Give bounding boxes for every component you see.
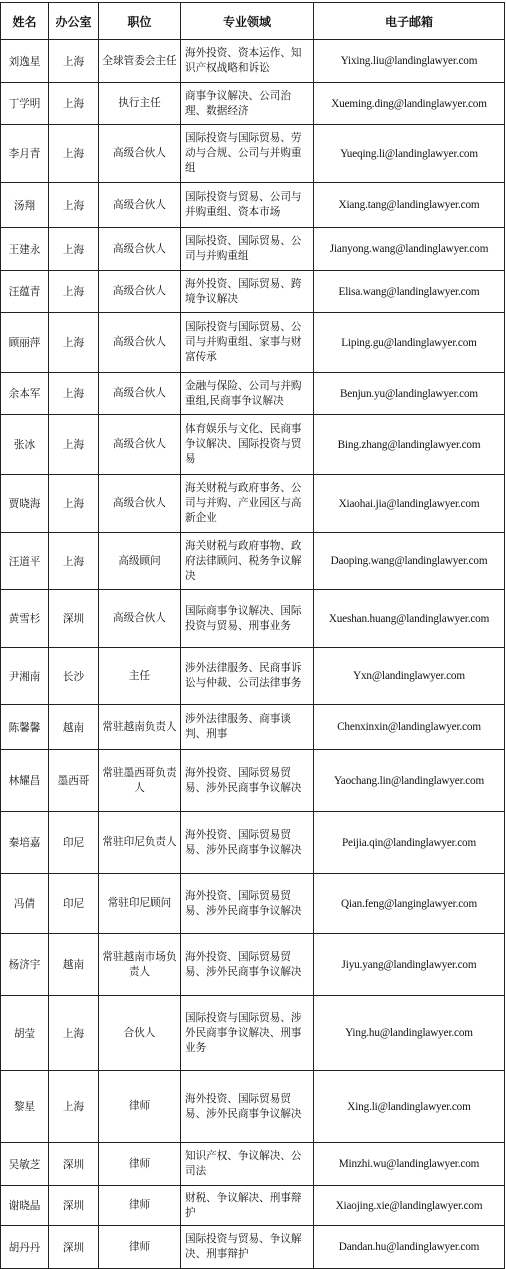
table-row <box>1 1071 505 1143</box>
table-header-row <box>1 3 505 40</box>
cell-title: 律师 <box>99 1186 181 1226</box>
cell-title: 高级合伙人 <box>99 313 181 373</box>
cell-office: 印尼 <box>49 874 99 934</box>
cell-title: 高级合伙人 <box>99 415 181 475</box>
cell-email[interactable]: Dandan.hu@landinglawyer.com <box>314 1226 505 1269</box>
cell-email[interactable]: Yxn@landinglawyer.com <box>314 648 505 705</box>
cell-name: 胡莹 <box>1 996 49 1071</box>
cell-name: 丁学明 <box>1 83 49 125</box>
header-name: 姓名 <box>1 3 49 40</box>
cell-area: 国际投资与贸易、争议解决、刑事辩护 <box>181 1226 314 1269</box>
cell-name: 冯倩 <box>1 874 49 934</box>
cell-office: 上海 <box>49 183 99 228</box>
cell-title: 律师 <box>99 1143 181 1186</box>
cell-title: 高级合伙人 <box>99 125 181 183</box>
cell-email[interactable]: Ying.hu@landinglawyer.com <box>314 996 505 1071</box>
table-row <box>1 415 505 475</box>
cell-title: 主任 <box>99 648 181 705</box>
cell-area: 海外投资、国际贸易贸易、涉外民商事争议解决 <box>181 750 314 812</box>
cell-name: 吴敏芝 <box>1 1143 49 1186</box>
cell-office: 墨西哥 <box>49 750 99 812</box>
table-row <box>1 934 505 996</box>
cell-name: 杨济宇 <box>1 934 49 996</box>
table-row <box>1 533 505 590</box>
cell-area: 国际商事争议解决、国际投资与贸易、刑事业务 <box>181 590 314 648</box>
cell-name: 谢晓晶 <box>1 1186 49 1226</box>
cell-title: 高级合伙人 <box>99 373 181 415</box>
cell-email[interactable]: Liping.gu@landinglawyer.com <box>314 313 505 373</box>
cell-name: 王建永 <box>1 228 49 271</box>
cell-title: 执行主任 <box>99 83 181 125</box>
cell-office: 上海 <box>49 533 99 590</box>
cell-name: 汪道平 <box>1 533 49 590</box>
cell-office: 上海 <box>49 125 99 183</box>
cell-office: 上海 <box>49 83 99 125</box>
table-row <box>1 183 505 228</box>
cell-email[interactable]: Yueqing.li@landinglawyer.com <box>314 125 505 183</box>
cell-email[interactable]: Xiang.tang@landinglawyer.com <box>314 183 505 228</box>
cell-name: 尹湘南 <box>1 648 49 705</box>
cell-name: 林耀昌 <box>1 750 49 812</box>
cell-area: 海关财税与政府事务、公司与并购、产业园区与高新企业 <box>181 475 314 533</box>
table-row <box>1 1143 505 1186</box>
cell-email[interactable]: Jianyong.wang@landinglawyer.com <box>314 228 505 271</box>
cell-email[interactable]: Bing.zhang@landinglawyer.com <box>314 415 505 475</box>
table-row <box>1 812 505 874</box>
cell-office: 越南 <box>49 934 99 996</box>
cell-email[interactable]: Minzhi.wu@landinglawyer.com <box>314 1143 505 1186</box>
header-email: 电子邮箱 <box>314 3 505 40</box>
cell-email[interactable]: Peijia.qin@landinglawyer.com <box>314 812 505 874</box>
cell-office: 上海 <box>49 313 99 373</box>
cell-office: 上海 <box>49 271 99 313</box>
table-row <box>1 705 505 750</box>
cell-email[interactable]: Daoping.wang@landinglawyer.com <box>314 533 505 590</box>
cell-name: 秦培嘉 <box>1 812 49 874</box>
cell-title: 律师 <box>99 1226 181 1269</box>
table-row <box>1 228 505 271</box>
table-row <box>1 271 505 313</box>
cell-email[interactable]: Xiaohai.jia@landinglawyer.com <box>314 475 505 533</box>
cell-office: 深圳 <box>49 1143 99 1186</box>
table-row <box>1 125 505 183</box>
cell-title: 高级合伙人 <box>99 475 181 533</box>
cell-office: 深圳 <box>49 1186 99 1226</box>
cell-office: 上海 <box>49 1071 99 1143</box>
cell-area: 涉外法律服务、商事谈判、刑事 <box>181 705 314 750</box>
cell-area: 国际投资与国际贸易、公司与并购重组、家事与财富传承 <box>181 313 314 373</box>
cell-area: 海外投资、国际贸易贸易、涉外民商事争议解决 <box>181 934 314 996</box>
table-row <box>1 590 505 648</box>
cell-email[interactable]: Qian.feng@langinglawyer.com <box>314 874 505 934</box>
cell-name: 刘逸星 <box>1 40 49 83</box>
cell-area: 财税、争议解决、刑事辩护 <box>181 1186 314 1226</box>
cell-title: 常驻越南市场负责人 <box>99 934 181 996</box>
cell-office: 上海 <box>49 40 99 83</box>
cell-area: 国际投资、国际贸易、公司与并购重组 <box>181 228 314 271</box>
cell-area: 海外投资、资本运作、知识产权战略和诉讼 <box>181 40 314 83</box>
cell-office: 上海 <box>49 228 99 271</box>
cell-title: 常驻印尼顾问 <box>99 874 181 934</box>
cell-name: 胡丹丹 <box>1 1226 49 1269</box>
cell-area: 金融与保险、公司与并购重组,民商事争议解决 <box>181 373 314 415</box>
cell-area: 海外投资、国际贸易贸易、涉外民商事争议解决 <box>181 812 314 874</box>
table-row <box>1 40 505 83</box>
cell-name: 汪蕴青 <box>1 271 49 313</box>
cell-email[interactable]: Xueshan.huang@landinglawyer.com <box>314 590 505 648</box>
cell-name: 余本军 <box>1 373 49 415</box>
cell-area: 海外投资、国际贸易贸易、涉外民商事争议解决 <box>181 874 314 934</box>
cell-area: 国际投资与国际贸易、涉外民商事争议解决、刑事业务 <box>181 996 314 1071</box>
cell-title: 律师 <box>99 1071 181 1143</box>
cell-office: 长沙 <box>49 648 99 705</box>
cell-office: 越南 <box>49 705 99 750</box>
cell-title: 合伙人 <box>99 996 181 1071</box>
cell-title: 常驻越南负责人 <box>99 705 181 750</box>
cell-email[interactable]: Elisa.wang@landinglawyer.com <box>314 271 505 313</box>
table-row <box>1 874 505 934</box>
cell-office: 上海 <box>49 415 99 475</box>
cell-title: 高级合伙人 <box>99 183 181 228</box>
cell-area: 知识产权、争议解决、公司法 <box>181 1143 314 1186</box>
cell-office: 深圳 <box>49 590 99 648</box>
cell-area: 国际投资与国际贸易、劳动与合规、公司与并购重组 <box>181 125 314 183</box>
cell-email[interactable]: Yixing.liu@landinglawyer.com <box>314 40 505 83</box>
cell-name: 汤翔 <box>1 183 49 228</box>
cell-title: 高级合伙人 <box>99 590 181 648</box>
table-row <box>1 83 505 125</box>
cell-email[interactable]: Yaochang.lin@landinglawyer.com <box>314 750 505 812</box>
table-row <box>1 648 505 705</box>
table-row <box>1 373 505 415</box>
cell-office: 上海 <box>49 373 99 415</box>
cell-area: 海外投资、国际贸易、跨境争议解决 <box>181 271 314 313</box>
cell-office: 上海 <box>49 996 99 1071</box>
cell-area: 涉外法律服务、民商事诉讼与仲裁、公司法律事务 <box>181 648 314 705</box>
table-row <box>1 475 505 533</box>
table-row <box>1 1186 505 1226</box>
cell-title: 常驻印尼负责人 <box>99 812 181 874</box>
cell-name: 贾晓海 <box>1 475 49 533</box>
header-area: 专业领域 <box>181 3 314 40</box>
cell-office: 印尼 <box>49 812 99 874</box>
cell-name: 黎星 <box>1 1071 49 1143</box>
cell-title: 高级合伙人 <box>99 271 181 313</box>
cell-title: 常驻墨西哥负责人 <box>99 750 181 812</box>
cell-office: 深圳 <box>49 1226 99 1269</box>
table-row <box>1 1226 505 1269</box>
table-row <box>1 313 505 373</box>
cell-area: 国际投资与贸易、公司与并购重组、资本市场 <box>181 183 314 228</box>
cell-name: 顾丽萍 <box>1 313 49 373</box>
cell-email[interactable]: Benjun.yu@landinglawyer.com <box>314 373 505 415</box>
table-row <box>1 996 505 1071</box>
cell-name: 陈馨馨 <box>1 705 49 750</box>
cell-name: 黄雪杉 <box>1 590 49 648</box>
cell-title: 高级顾问 <box>99 533 181 590</box>
cell-area: 商事争议解决、公司治理、数据经济 <box>181 83 314 125</box>
header-title: 职位 <box>99 3 181 40</box>
lawyer-directory-table <box>0 2 505 1269</box>
cell-title: 高级合伙人 <box>99 228 181 271</box>
cell-email[interactable]: Xiaojing.xie@landinglawyer.com <box>314 1186 505 1226</box>
cell-email[interactable]: Xing.li@landinglawyer.com <box>314 1071 505 1143</box>
table-row <box>1 750 505 812</box>
cell-email[interactable]: Chenxinxin@landinglawyer.com <box>314 705 505 750</box>
cell-name: 李月青 <box>1 125 49 183</box>
cell-office: 上海 <box>49 475 99 533</box>
cell-area: 体育娱乐与文化、民商事争议解决、国际投资与贸易 <box>181 415 314 475</box>
cell-area: 海关财税与政府事物、政府法律顾问、税务争议解决 <box>181 533 314 590</box>
cell-name: 张冰 <box>1 415 49 475</box>
cell-title: 全球管委会主任 <box>99 40 181 83</box>
cell-area: 海外投资、国际贸易贸易、涉外民商事争议解决 <box>181 1071 314 1143</box>
header-office: 办公室 <box>49 3 99 40</box>
cell-email[interactable]: Jiyu.yang@landinglawyer.com <box>314 934 505 996</box>
cell-email[interactable]: Xueming.ding@landinglawyer.com <box>314 83 505 125</box>
